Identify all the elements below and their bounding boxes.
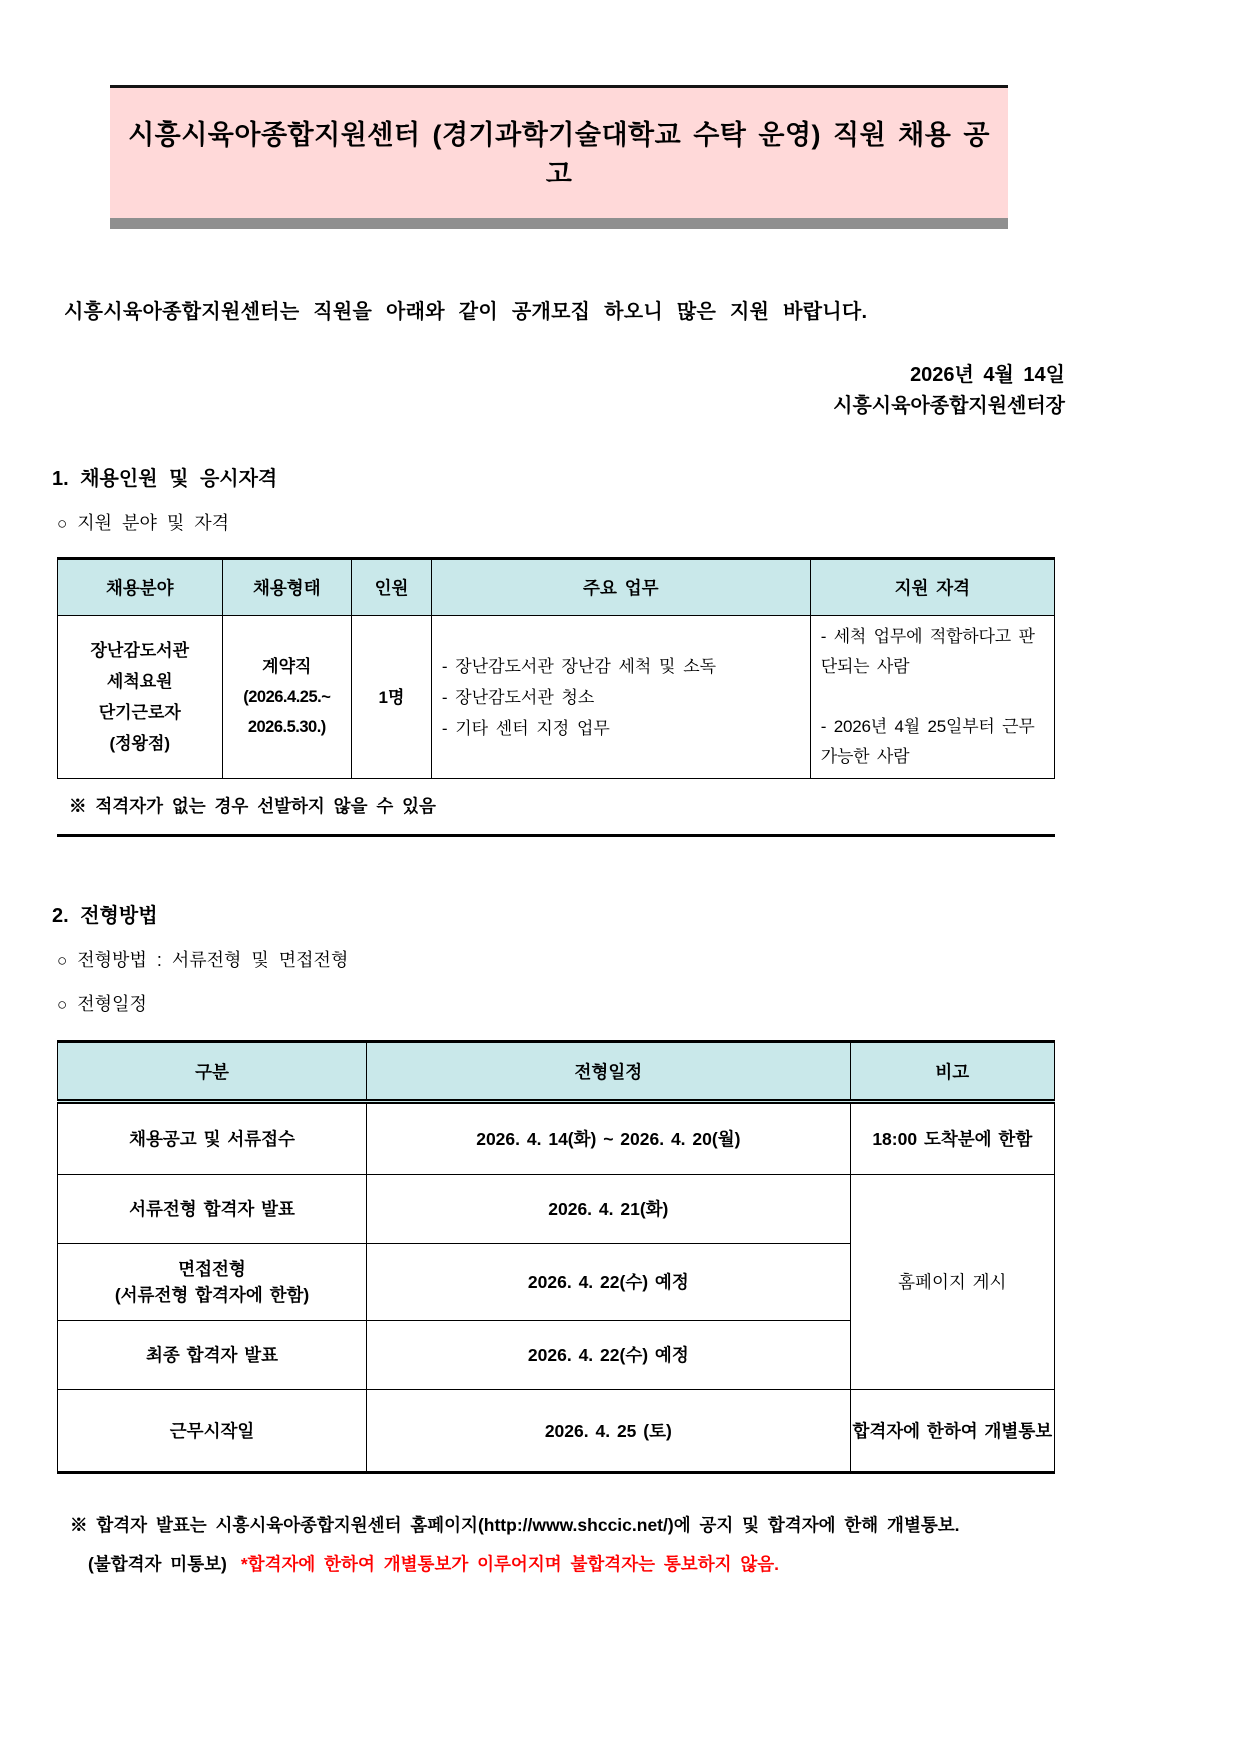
title-banner bbox=[110, 85, 1008, 229]
recruitment-table-header-row bbox=[58, 559, 1055, 616]
circle-bullet-icon: ○ bbox=[57, 514, 68, 533]
issuer-title: 시흥시육아종합지원센터장 bbox=[833, 395, 1065, 417]
schedule-label bbox=[58, 1244, 367, 1321]
schedule-dates: 2026. 4. 14(화) ~ 2026. 4. 20(월) bbox=[367, 1102, 851, 1175]
column-header-category: 구분 bbox=[58, 1042, 367, 1102]
intro-text: 시흥시육아종합지원센터는 직원을 아래와 같이 공개모집 하오니 많은 지원 바랍니다. bbox=[64, 301, 868, 323]
schedule-table-header-row bbox=[58, 1042, 1055, 1102]
footer-note-line2 bbox=[70, 1545, 1240, 1584]
column-header-remarks: 비고 bbox=[850, 1042, 1054, 1102]
column-header-type: 채용형태 bbox=[222, 559, 352, 616]
section-2-bullet-method-label: 전형방법 : 서류전형 및 면접전형 bbox=[77, 950, 349, 970]
schedule-row-document-result bbox=[58, 1175, 1055, 1244]
schedule-row-work-start bbox=[58, 1390, 1055, 1473]
cell-qualifications bbox=[810, 616, 1054, 779]
issue-block bbox=[0, 360, 1065, 422]
schedule-label: 근무시작일 bbox=[58, 1390, 367, 1473]
section-1-bullet bbox=[57, 509, 1240, 535]
spacer bbox=[821, 682, 1048, 712]
section-2-bullet-method bbox=[57, 946, 1240, 972]
footer-note bbox=[70, 1506, 1240, 1584]
column-header-count: 인원 bbox=[352, 559, 432, 616]
recruitment-table-note: ※ 적격자가 없는 경우 선발하지 않을 수 있음 bbox=[57, 779, 1055, 837]
section-2-bullet-schedule-label: 전형일정 bbox=[77, 994, 147, 1014]
recruitment-table bbox=[57, 557, 1055, 779]
field-line: 장난감도서관 bbox=[90, 641, 190, 660]
schedule-dates: 2026. 4. 22(수) 예정 bbox=[367, 1244, 851, 1321]
column-header-field: 채용분야 bbox=[58, 559, 223, 616]
circle-bullet-icon: ○ bbox=[57, 995, 68, 1014]
schedule-label: 채용공고 및 서류접수 bbox=[58, 1102, 367, 1175]
field-line: 단기근로자 bbox=[98, 703, 181, 722]
schedule-remark-merged: 홈페이지 게시 bbox=[850, 1175, 1054, 1390]
recruitment-table-row bbox=[58, 616, 1055, 779]
section-2-heading: 2. 전형방법 bbox=[52, 905, 158, 927]
qualification-item: - 세척 업무에 적합하다고 판단되는 사람 bbox=[820, 627, 1035, 676]
column-header-schedule: 전형일정 bbox=[367, 1042, 851, 1102]
schedule-remark: 18:00 도착분에 한함 bbox=[850, 1102, 1054, 1175]
issue-date: 2026년 4월 14일 bbox=[910, 364, 1065, 386]
schedule-label: 서류전형 합격자 발표 bbox=[58, 1175, 367, 1244]
schedule-label-line: (서류전형 합격자에 한함) bbox=[114, 1285, 310, 1305]
schedule-dates: 2026. 4. 21(화) bbox=[367, 1175, 851, 1244]
schedule-dates: 2026. 4. 25 (토) bbox=[367, 1390, 851, 1473]
circle-bullet-icon: ○ bbox=[57, 951, 68, 970]
schedule-dates: 2026. 4. 22(수) 예정 bbox=[367, 1321, 851, 1390]
footer-note-line2-black: (불합격자 미통보) bbox=[88, 1554, 227, 1574]
footer-note-line1: ※ 합격자 발표는 시흥시육아종합지원센터 홈페이지(http://www.shccic.net/)에 공지 및 합격자에 한해 개별통보. bbox=[70, 1515, 960, 1535]
duty-item: - 기타 센터 지정 업무 bbox=[441, 718, 610, 738]
schedule-row-application bbox=[58, 1102, 1055, 1175]
cell-duties bbox=[431, 616, 810, 779]
footer-note-line2-red: *합격자에 한하여 개별통보가 이루어지며 불합격자는 통보하지 않음. bbox=[240, 1554, 780, 1574]
qualification-item: - 2026년 4월 25일부터 근무 가능한 사람 bbox=[820, 717, 1035, 766]
employment-type: 계약직 bbox=[262, 657, 312, 676]
duty-item: - 장난감도서관 장난감 세척 및 소독 bbox=[441, 656, 717, 676]
duty-item: - 장난감도서관 청소 bbox=[441, 687, 595, 707]
section-1-bullet-label: 지원 분야 및 자격 bbox=[77, 513, 229, 533]
cell-headcount: 1명 bbox=[352, 616, 432, 779]
document-title: 시흥시육아종합지원센터 (경기과학기술대학교 수탁 운영) 직원 채용 공고 bbox=[128, 120, 990, 189]
cell-employment-type bbox=[222, 616, 352, 779]
section-1-heading: 1. 채용인원 및 응시자격 bbox=[52, 468, 278, 490]
column-header-qualification: 지원 자격 bbox=[810, 559, 1054, 616]
field-line: 세척요원 bbox=[106, 672, 173, 691]
contract-period-start: (2026.4.25.~ bbox=[243, 688, 331, 706]
section-2-bullet-schedule bbox=[57, 990, 1240, 1016]
schedule-label: 최종 합격자 발표 bbox=[58, 1321, 367, 1390]
schedule-label-line: 면접전형 bbox=[178, 1259, 246, 1279]
contract-period-end: 2026.5.30.) bbox=[247, 718, 326, 736]
column-header-duties: 주요 업무 bbox=[431, 559, 810, 616]
schedule-remark: 합격자에 한하여 개별통보 bbox=[850, 1390, 1054, 1473]
cell-field bbox=[58, 616, 223, 779]
schedule-table bbox=[57, 1040, 1055, 1474]
field-line: (정왕점) bbox=[109, 734, 171, 753]
